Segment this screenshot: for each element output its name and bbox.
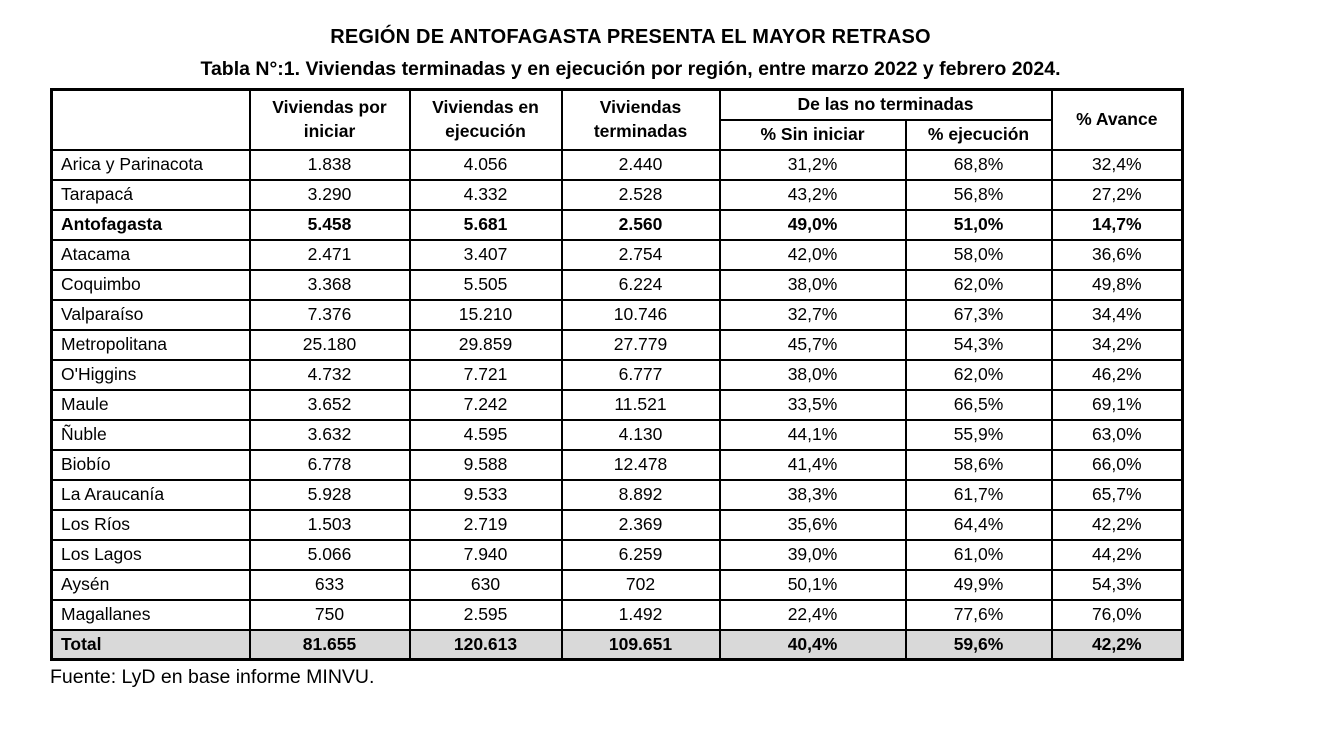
region-name-cell: Maule bbox=[52, 390, 250, 420]
value-cell: 6.224 bbox=[562, 270, 720, 300]
value-cell: 49,9% bbox=[906, 570, 1052, 600]
value-cell: 38,0% bbox=[720, 270, 906, 300]
value-cell: 58,6% bbox=[906, 450, 1052, 480]
value-cell: 14,7% bbox=[1052, 210, 1183, 240]
value-cell: 702 bbox=[562, 570, 720, 600]
value-cell: 2.560 bbox=[562, 210, 720, 240]
value-cell: 22,4% bbox=[720, 600, 906, 630]
value-cell: 42,2% bbox=[1052, 630, 1183, 660]
value-cell: 44,1% bbox=[720, 420, 906, 450]
value-cell: 61,7% bbox=[906, 480, 1052, 510]
col-header-ejecucion: % ejecución bbox=[906, 120, 1052, 150]
value-cell: 38,0% bbox=[720, 360, 906, 390]
value-cell: 34,2% bbox=[1052, 330, 1183, 360]
value-cell: 4.595 bbox=[410, 420, 562, 450]
value-cell: 45,7% bbox=[720, 330, 906, 360]
table-body bbox=[52, 150, 1183, 660]
value-cell: 9.588 bbox=[410, 450, 562, 480]
value-cell: 42,0% bbox=[720, 240, 906, 270]
value-cell: 49,0% bbox=[720, 210, 906, 240]
value-cell: 8.892 bbox=[562, 480, 720, 510]
header-row-top bbox=[52, 90, 1183, 120]
page-title: REGIÓN DE ANTOFAGASTA PRESENTA EL MAYOR RETRASO bbox=[330, 26, 931, 48]
value-cell: 66,5% bbox=[906, 390, 1052, 420]
region-name-cell: Antofagasta bbox=[52, 210, 250, 240]
col-header-avance: % Avance bbox=[1052, 90, 1183, 150]
table-row bbox=[52, 570, 1183, 600]
table-row bbox=[52, 390, 1183, 420]
value-cell: 3.407 bbox=[410, 240, 562, 270]
value-cell: 4.332 bbox=[410, 180, 562, 210]
value-cell: 2.471 bbox=[250, 240, 410, 270]
value-cell: 2.440 bbox=[562, 150, 720, 180]
value-cell: 43,2% bbox=[720, 180, 906, 210]
value-cell: 54,3% bbox=[1052, 570, 1183, 600]
value-cell: 29.859 bbox=[410, 330, 562, 360]
value-cell: 2.528 bbox=[562, 180, 720, 210]
title-block bbox=[50, 26, 1181, 81]
value-cell: 2.754 bbox=[562, 240, 720, 270]
col-header-sin-iniciar: % Sin iniciar bbox=[720, 120, 906, 150]
value-cell: 49,8% bbox=[1052, 270, 1183, 300]
value-cell: 10.746 bbox=[562, 300, 720, 330]
value-cell: 31,2% bbox=[720, 150, 906, 180]
value-cell: 120.613 bbox=[410, 630, 562, 660]
value-cell: 5.066 bbox=[250, 540, 410, 570]
table-row bbox=[52, 540, 1183, 570]
value-cell: 40,4% bbox=[720, 630, 906, 660]
value-cell: 5.928 bbox=[250, 480, 410, 510]
value-cell: 34,4% bbox=[1052, 300, 1183, 330]
region-name-cell: Los Lagos bbox=[52, 540, 250, 570]
table-row bbox=[52, 600, 1183, 630]
value-cell: 58,0% bbox=[906, 240, 1052, 270]
col-header-empty bbox=[52, 90, 250, 150]
col-header-viviendas-terminadas: Viviendas terminadas bbox=[562, 90, 720, 150]
value-cell: 3.368 bbox=[250, 270, 410, 300]
table-row bbox=[52, 150, 1183, 180]
region-name-cell: Magallanes bbox=[52, 600, 250, 630]
col-header-viviendas-en-ejecucion: Viviendas en ejecución bbox=[410, 90, 562, 150]
value-cell: 42,2% bbox=[1052, 510, 1183, 540]
value-cell: 62,0% bbox=[906, 270, 1052, 300]
value-cell: 4.130 bbox=[562, 420, 720, 450]
value-cell: 25.180 bbox=[250, 330, 410, 360]
region-name-cell: Tarapacá bbox=[52, 180, 250, 210]
value-cell: 32,4% bbox=[1052, 150, 1183, 180]
table-row bbox=[52, 210, 1183, 240]
value-cell: 54,3% bbox=[906, 330, 1052, 360]
value-cell: 6.778 bbox=[250, 450, 410, 480]
value-cell: 109.651 bbox=[562, 630, 720, 660]
value-cell: 4.056 bbox=[410, 150, 562, 180]
value-cell: 2.369 bbox=[562, 510, 720, 540]
table-row bbox=[52, 450, 1183, 480]
value-cell: 68,8% bbox=[906, 150, 1052, 180]
region-name-cell: Biobío bbox=[52, 450, 250, 480]
region-name-cell: Aysén bbox=[52, 570, 250, 600]
table-row bbox=[52, 180, 1183, 210]
value-cell: 2.595 bbox=[410, 600, 562, 630]
table-row bbox=[52, 330, 1183, 360]
value-cell: 7.940 bbox=[410, 540, 562, 570]
value-cell: 35,6% bbox=[720, 510, 906, 540]
value-cell: 77,6% bbox=[906, 600, 1052, 630]
value-cell: 3.652 bbox=[250, 390, 410, 420]
col-header-viviendas-por-iniciar: Viviendas por iniciar bbox=[250, 90, 410, 150]
region-name-cell: Metropolitana bbox=[52, 330, 250, 360]
value-cell: 7.721 bbox=[410, 360, 562, 390]
value-cell: 56,8% bbox=[906, 180, 1052, 210]
value-cell: 1.492 bbox=[562, 600, 720, 630]
value-cell: 27,2% bbox=[1052, 180, 1183, 210]
value-cell: 633 bbox=[250, 570, 410, 600]
value-cell: 3.632 bbox=[250, 420, 410, 450]
value-cell: 46,2% bbox=[1052, 360, 1183, 390]
value-cell: 69,1% bbox=[1052, 390, 1183, 420]
value-cell: 59,6% bbox=[906, 630, 1052, 660]
table-header bbox=[52, 90, 1183, 150]
value-cell: 2.719 bbox=[410, 510, 562, 540]
value-cell: 27.779 bbox=[562, 330, 720, 360]
table-row bbox=[52, 480, 1183, 510]
viviendas-table bbox=[50, 88, 1184, 661]
value-cell: 750 bbox=[250, 600, 410, 630]
region-name-cell: Arica y Parinacota bbox=[52, 150, 250, 180]
value-cell: 62,0% bbox=[906, 360, 1052, 390]
value-cell: 630 bbox=[410, 570, 562, 600]
value-cell: 1.503 bbox=[250, 510, 410, 540]
value-cell: 33,5% bbox=[720, 390, 906, 420]
value-cell: 7.376 bbox=[250, 300, 410, 330]
col-header-group-no-terminadas: De las no terminadas bbox=[720, 90, 1052, 120]
table-row bbox=[52, 270, 1183, 300]
value-cell: 76,0% bbox=[1052, 600, 1183, 630]
table-row bbox=[52, 360, 1183, 390]
value-cell: 5.681 bbox=[410, 210, 562, 240]
region-name-cell: Ñuble bbox=[52, 420, 250, 450]
source-note: Fuente: LyD en base informe MINVU. bbox=[50, 666, 375, 688]
value-cell: 61,0% bbox=[906, 540, 1052, 570]
value-cell: 6.259 bbox=[562, 540, 720, 570]
value-cell: 39,0% bbox=[720, 540, 906, 570]
region-name-cell: La Araucanía bbox=[52, 480, 250, 510]
value-cell: 1.838 bbox=[250, 150, 410, 180]
total-label-cell: Total bbox=[52, 630, 250, 660]
table-row bbox=[52, 420, 1183, 450]
value-cell: 55,9% bbox=[906, 420, 1052, 450]
value-cell: 12.478 bbox=[562, 450, 720, 480]
value-cell: 9.533 bbox=[410, 480, 562, 510]
table-row bbox=[52, 300, 1183, 330]
total-row bbox=[52, 630, 1183, 660]
value-cell: 32,7% bbox=[720, 300, 906, 330]
value-cell: 64,4% bbox=[906, 510, 1052, 540]
value-cell: 5.505 bbox=[410, 270, 562, 300]
value-cell: 66,0% bbox=[1052, 450, 1183, 480]
value-cell: 67,3% bbox=[906, 300, 1052, 330]
table-caption: Tabla N°:1. Viviendas terminadas y en ejecución por región, entre marzo 2022 y febrero 2024. bbox=[200, 58, 1061, 80]
region-name-cell: O'Higgins bbox=[52, 360, 250, 390]
value-cell: 4.732 bbox=[250, 360, 410, 390]
value-cell: 36,6% bbox=[1052, 240, 1183, 270]
table-row bbox=[52, 510, 1183, 540]
value-cell: 38,3% bbox=[720, 480, 906, 510]
value-cell: 5.458 bbox=[250, 210, 410, 240]
value-cell: 41,4% bbox=[720, 450, 906, 480]
value-cell: 15.210 bbox=[410, 300, 562, 330]
region-name-cell: Atacama bbox=[52, 240, 250, 270]
value-cell: 50,1% bbox=[720, 570, 906, 600]
value-cell: 65,7% bbox=[1052, 480, 1183, 510]
value-cell: 3.290 bbox=[250, 180, 410, 210]
table-row bbox=[52, 240, 1183, 270]
value-cell: 63,0% bbox=[1052, 420, 1183, 450]
value-cell: 44,2% bbox=[1052, 540, 1183, 570]
value-cell: 51,0% bbox=[906, 210, 1052, 240]
region-name-cell: Valparaíso bbox=[52, 300, 250, 330]
value-cell: 6.777 bbox=[562, 360, 720, 390]
value-cell: 11.521 bbox=[562, 390, 720, 420]
value-cell: 7.242 bbox=[410, 390, 562, 420]
value-cell: 81.655 bbox=[250, 630, 410, 660]
region-name-cell: Los Ríos bbox=[52, 510, 250, 540]
region-name-cell: Coquimbo bbox=[52, 270, 250, 300]
